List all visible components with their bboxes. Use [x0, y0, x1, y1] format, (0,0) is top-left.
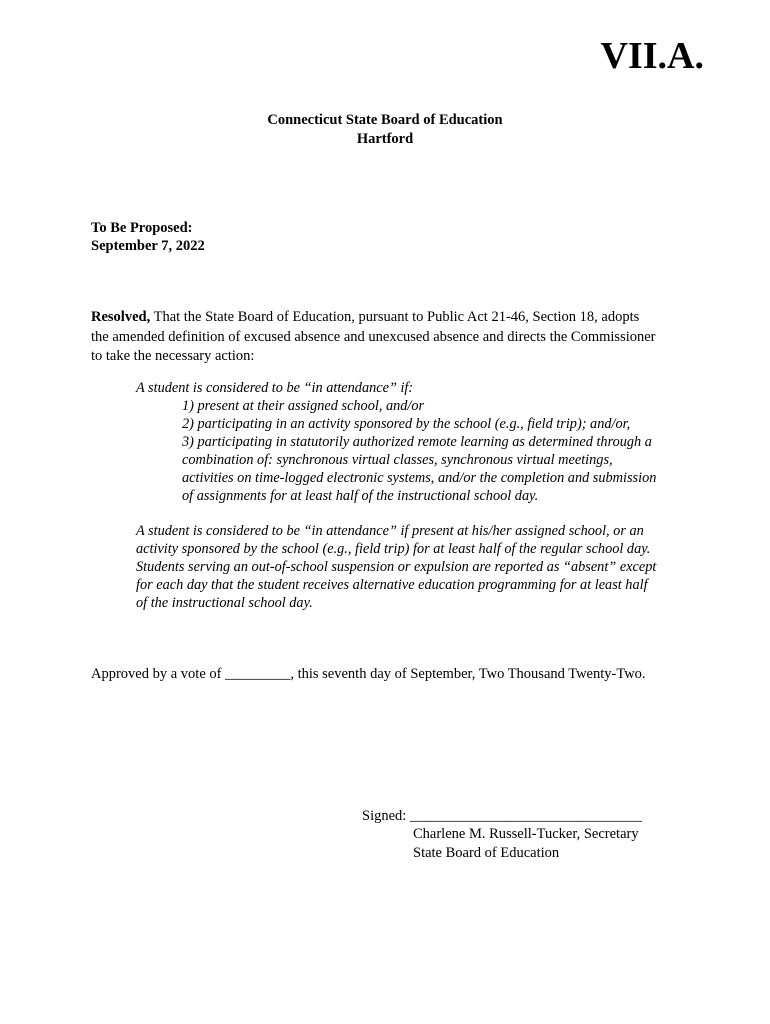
proposal-date: September 7, 2022 — [91, 238, 205, 254]
resolution-line — [91, 308, 691, 328]
resolution-lead: Resolved, — [91, 309, 151, 325]
signer-block — [413, 825, 639, 862]
old-definition-line: Students serving an out-of-school suspension or expulsion are reported as “absent” except — [136, 559, 657, 575]
agenda-item-label: VII.A. — [600, 35, 704, 77]
definition-item: 3) participating in statutorily authorized remote learning as determined through a — [182, 434, 652, 450]
old-definition-line: A student is considered to be “in attendance” if present at his/her assigned school, or an — [136, 523, 644, 539]
resolution-line-text: That the State Board of Education, pursuant to Public Act 21-46, Section 18, adopts — [150, 309, 640, 325]
signer-name: Charlene M. Russell-Tucker, Secretary — [413, 826, 639, 842]
old-definition-line: for each day that the student receives alternative education programming for at least half — [136, 577, 648, 593]
definition-item: combination of: synchronous virtual classes, synchronous virtual meetings, — [182, 452, 613, 468]
document-header — [0, 111, 770, 149]
organization-name: Connecticut State Board of Education — [267, 112, 503, 128]
proposal-label: To Be Proposed: — [91, 220, 193, 236]
old-definition-line: activity sponsored by the school (e.g., field trip) for at least half of the regular school day. — [136, 541, 651, 557]
signature-line: Signed: ________________________________ — [362, 808, 642, 824]
definition-item: of assignments for at least half of the instructional school day. — [182, 488, 539, 504]
proposal-block — [91, 219, 205, 255]
city-name: Hartford — [356, 131, 414, 147]
new-attendance-definition — [136, 379, 696, 505]
old-attendance-definition — [136, 522, 696, 612]
resolution-line: the amended definition of excused absence and unexcused absence and directs the Commissioner — [91, 328, 656, 345]
old-definition-line: of the instructional school day. — [136, 595, 313, 611]
resolution-paragraph — [91, 308, 691, 367]
resolution-line: to take the necessary action: — [91, 348, 255, 364]
definition-intro: A student is considered to be “in attendance” if: — [136, 380, 414, 396]
definition-item: activities on time-logged electronic systems, and/or the completion and submission — [182, 470, 657, 486]
approval-statement: Approved by a vote of _________, this seventh day of September, Two Thousand Twenty-Two. — [91, 666, 646, 682]
signer-title: State Board of Education — [413, 844, 560, 861]
definition-item: 1) present at their assigned school, and/or — [182, 398, 425, 414]
definition-item: 2) participating in an activity sponsored by the school (e.g., field trip); and/or, — [182, 416, 631, 432]
